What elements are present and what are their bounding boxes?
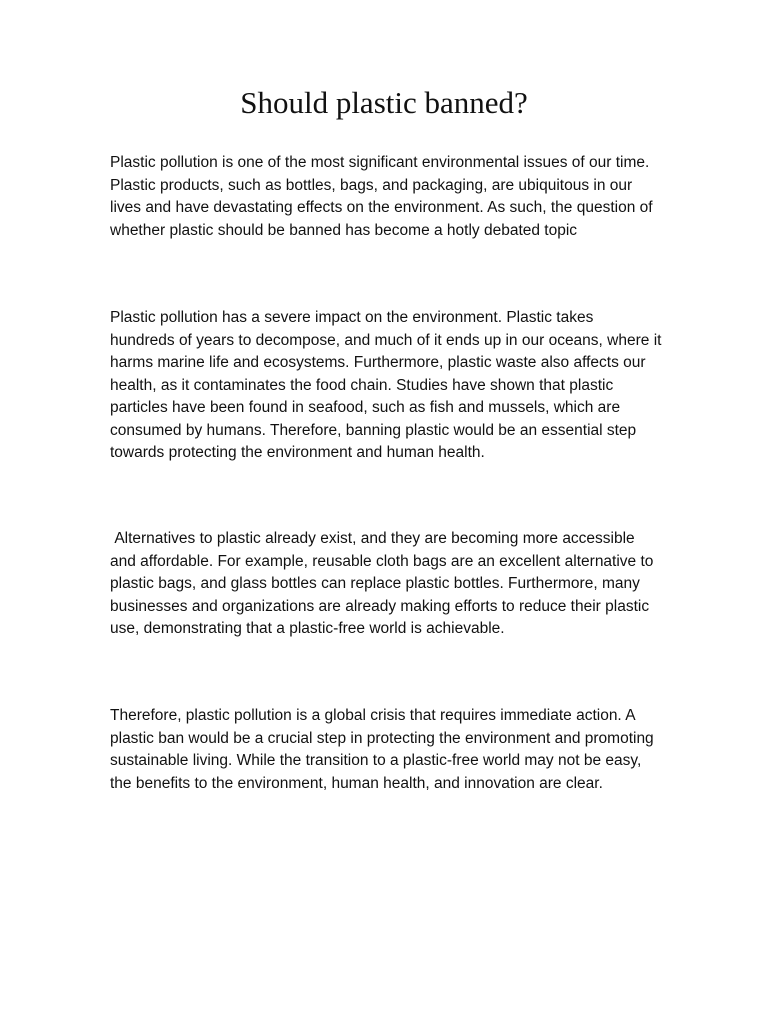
paragraph-impact: Plastic pollution has a severe impact on the environment. Plastic takes hundreds of years to decompose, and much of it ends up in our oceans, where it harms marine life and ecosystems. Furthermore, plastic waste also affects our health, as it contaminates the food chain. Studies have shown that plastic particles have been found in seafood, such as fish and mussels, which are consumed by humans. Therefore, banning plastic would be an essential step towards protecting the environment and human health. — [110, 309, 666, 461]
document-title: Should plastic banned? — [240, 85, 528, 120]
paragraph-intro: Plastic pollution is one of the most significant environmental issues of our time. Plastic products, such as bottles, bags, and packaging, are ubiquitous in our lives and have devastating effects on the environment. As such, the question of whether plastic should be banned has become a hotly debated topic — [110, 154, 657, 239]
paragraph-conclusion: Therefore, plastic pollution is a global crisis that requires immediate action. A plastic ban would be a crucial step in protecting the environment and promoting sustainable living. While the transition to a plastic-free world may not be easy, the benefits to the environment, human health, and innovation are clear. — [110, 707, 658, 792]
paragraph-alternatives: Alternatives to plastic already exist, and they are becoming more accessible and affordable. For example, reusable cloth bags are an excellent alternative to plastic bags, and glass bottles can replace plastic bottles. Furthermore, many businesses and organizations are already making efforts to reduce their plastic use, demonstrating that a plastic-free world is achievable. — [110, 530, 658, 637]
